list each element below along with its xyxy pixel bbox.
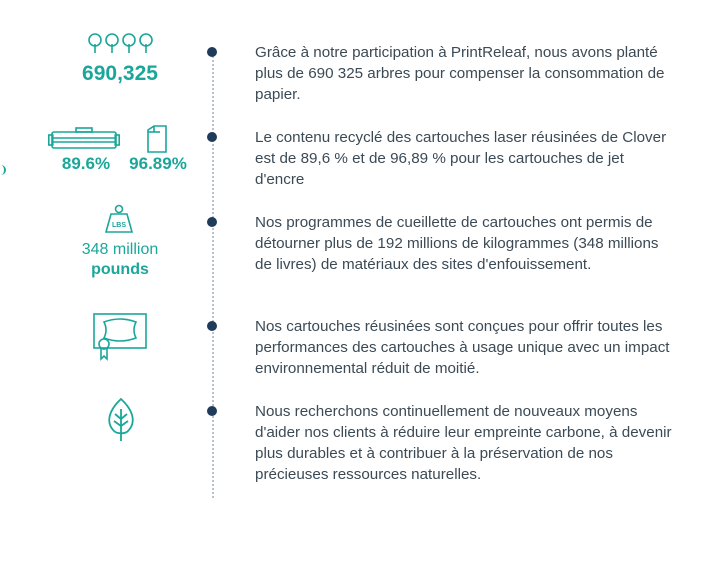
weight-icon-label: LBS (112, 222, 126, 229)
weight-icon (104, 204, 134, 234)
item-text-1: Grâce à notre participation à PrintReleaf, nous avons planté plus de 690 325 arbres pour compenser la consommation de papier. (255, 44, 665, 103)
timeline-line (212, 48, 214, 498)
certificate-icon (92, 312, 148, 362)
laser-cartridge-icon (48, 126, 120, 154)
trees-icon (86, 32, 156, 54)
timeline-dot-5 (207, 406, 217, 416)
timeline-dot-3 (207, 217, 217, 227)
item-text-3: Nos programmes de cueillette de cartouches ont permis de détourner plus de 192 millions de kilogrammes (348 millions de livres) de matériaux des sites d'enfouissement. (255, 214, 659, 273)
timeline-dot-1 (207, 47, 217, 57)
item-text-5: Nous recherchons continuellement de nouveaux moyens d'aider nos clients à réduire leur empreinte carbone, à devenir plus durables et à contribuer à la préservation de nos précieuses ressources naturelles. (255, 403, 672, 483)
landfill-stat-value: 348 million (81, 241, 159, 258)
laser-stat: 89.6% (61, 154, 111, 173)
trees-stat: 690,325 (82, 62, 158, 85)
ink-cartridge-icon (145, 124, 169, 154)
timeline-dot-2 (207, 132, 217, 142)
edge-decoration (0, 165, 6, 175)
timeline-dot-4 (207, 321, 217, 331)
ink-stat: 96.89% (129, 154, 187, 173)
item-text-4: Nos cartouches réusinées sont conçues pour offrir toutes les performances des cartouches à usage unique avec un impact environnemental réduit de moitié. (255, 318, 670, 377)
leaf-icon (104, 397, 138, 443)
landfill-stat-unit: pounds (91, 261, 149, 278)
item-text-2: Le contenu recyclé des cartouches laser réusinées de Clover est de 89,6 % et de 96,89 % pour les cartouches de jet d'encre (255, 129, 667, 188)
